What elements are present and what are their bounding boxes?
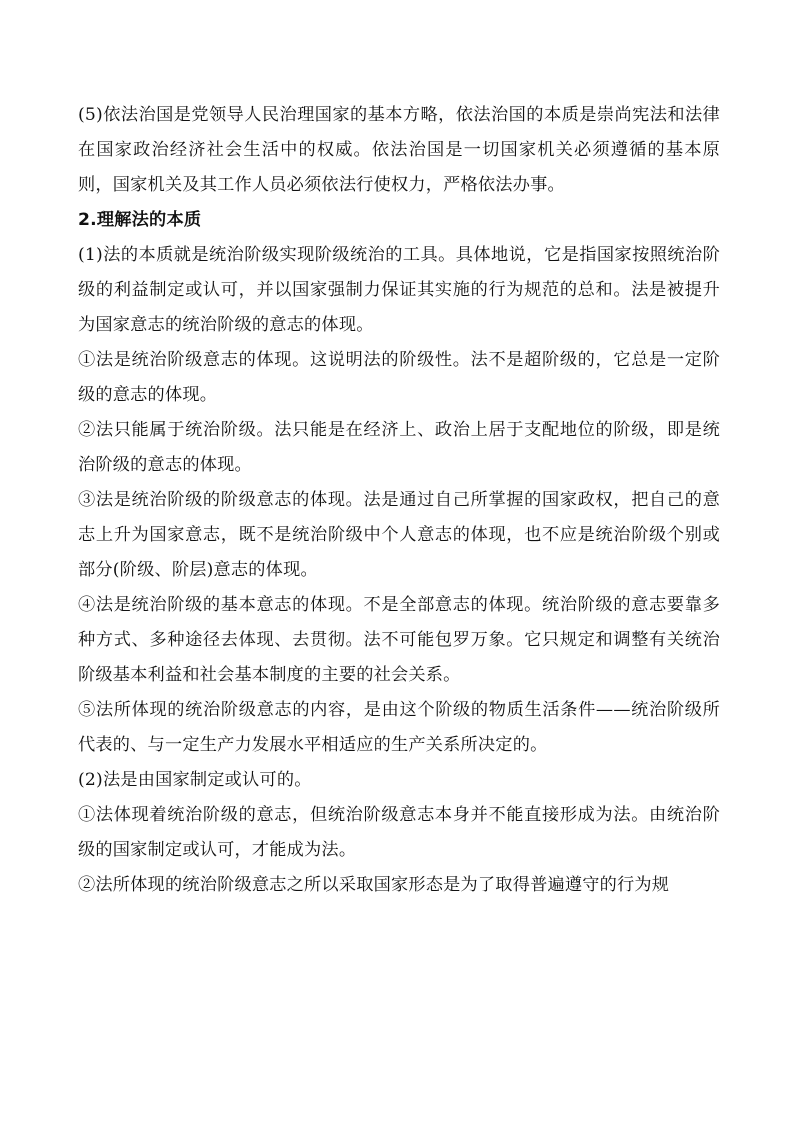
paragraph-point-4: ④法是统治阶级的基本意志的体现。不是全部意志的体现。统治阶级的意志要靠多种方式、多种途径去体现、去贯彻。法不可能包罗万象。它只规定和调整有关统治阶级基本利益和社会基本制度的主要的社会关系。 [78,595,720,685]
section-heading-essence-of-law: 2.理解法的本质 [78,210,202,230]
paragraph-point-1: ①法是统治阶级意志的体现。这说明法的阶级性。法不是超阶级的，它总是一定阶级的意志的体现。 [78,350,720,405]
paragraph-state-point-1: ①法体现着统治阶级的意志，但统治阶级意志本身并不能直接形成为法。由统治阶级的国家制定或认可，才能成为法。 [78,805,720,860]
paragraph-state-made: (2)法是由国家制定或认可的。 [78,770,312,790]
paragraph-state-point-2: ②法所体现的统治阶级意志之所以采取国家形态是为了取得普遍遵守的行为规 [78,875,670,895]
paragraph-rule-of-law: (5)依法治国是党领导人民治理国家的基本方略，依法治国的本质是崇尚宪法和法律在国家政治经济社会生活中的权威。依法治国是一切国家机关必须遵循的基本原则，国家机关及其工作人员必须依法行使权力，严格依法办事。 [78,105,720,195]
paragraph-essence-of-law: (1)法的本质就是统治阶级实现阶级统治的工具。具体地说，它是指国家按照统治阶级的利益制定或认可，并以国家强制力保证其实施的行为规范的总和。法是被提升为国家意志的统治阶级的意志的体现。 [78,245,720,335]
document-body [78,98,720,903]
paragraph-point-3: ③法是统治阶级的阶级意志的体现。法是通过自己所掌握的国家政权，把自己的意志上升为国家意志，既不是统治阶级中个人意志的体现，也不应是统治阶级个别或部分(阶级、阶层)意志的体现。 [78,490,720,580]
paragraph-point-5: ⑤法所体现的统治阶级意志的内容，是由这个阶级的物质生活条件——统治阶级所代表的、与一定生产力发展水平相适应的生产关系所决定的。 [78,700,720,755]
paragraph-point-2: ②法只能属于统治阶级。法只能是在经济上、政治上居于支配地位的阶级，即是统治阶级的意志的体现。 [78,420,720,475]
